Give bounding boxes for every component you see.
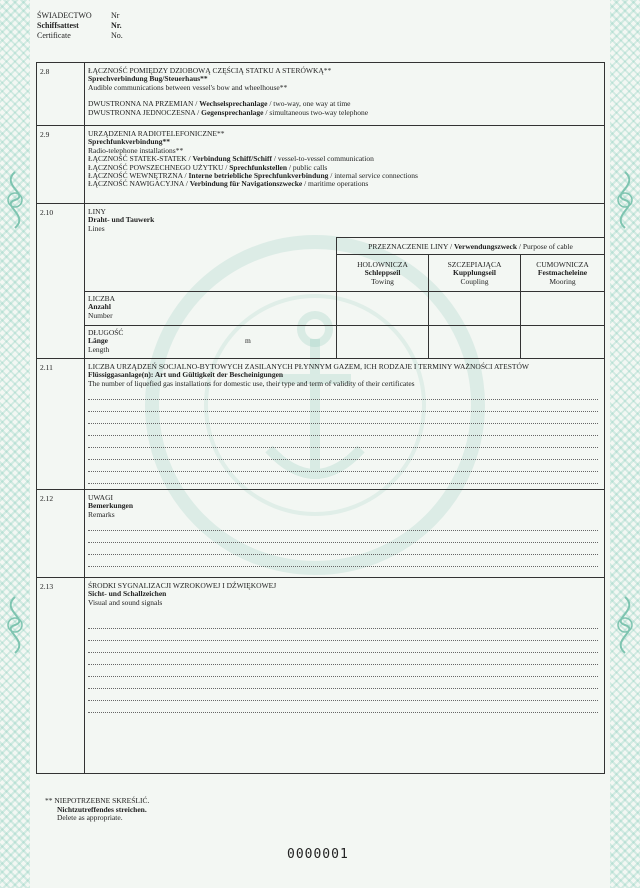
- count-coupling-cell[interactable]: [428, 291, 520, 325]
- section-title-de: Flüssiggasanlage(n): Art und Gültigkeit der Bescheinigungen: [88, 370, 284, 380]
- length-towing-cell[interactable]: [336, 325, 428, 358]
- fill-line[interactable]: [88, 412, 598, 424]
- fill-line[interactable]: [88, 460, 598, 472]
- section-title-de: Sicht- und Schallzeichen: [88, 589, 167, 599]
- fill-line[interactable]: [88, 543, 598, 555]
- section-2-9: [37, 126, 604, 204]
- section-2-12: [37, 490, 604, 578]
- section-number: 2.8: [40, 67, 50, 76]
- fill-line[interactable]: [88, 519, 598, 531]
- knot-ornament-icon: [0, 170, 30, 230]
- option-vessel-to-vessel[interactable]: ŁĄCZNOŚĆ STATEK-STATEK / Verbindung Schiff/Schiff / vessel-to-vessel communication: [88, 154, 374, 164]
- section-title-en: Radio-telephone installations**: [88, 145, 184, 155]
- section-2-11: [37, 359, 604, 490]
- section-title-en: Visual and sound signals: [88, 597, 163, 607]
- section-title: ŁĄCZNOŚĆ POMIĘDZY DZIOBOWĄ CZĘŚCIĄ STATKU A STERÓWKĄ**: [88, 66, 332, 75]
- footnote-de: Nichtzutreffendes streichen.: [57, 804, 147, 814]
- footnote-pl: ** NIEPOTRZEBNE SKREŚLIĆ.: [45, 796, 150, 805]
- section-title-de: Draht- und Tauwerk: [88, 215, 155, 225]
- length-coupling-cell[interactable]: [428, 325, 520, 358]
- fill-line[interactable]: [88, 436, 598, 448]
- guilloche-border-left: [0, 0, 30, 888]
- cable-col-mooring: CUMOWNICZA Festmacheleine Mooring: [520, 255, 604, 291]
- fill-line[interactable]: [88, 448, 598, 460]
- fill-line[interactable]: [88, 424, 598, 436]
- certificate-header: [37, 11, 123, 41]
- fill-line[interactable]: [88, 388, 598, 400]
- section-number: 2.9: [40, 130, 50, 139]
- fill-line[interactable]: [88, 617, 598, 629]
- section-title-en: Audible communications between vessel's bow and wheelhouse**: [88, 82, 288, 92]
- section-title-en: Lines: [88, 223, 105, 233]
- count-mooring-cell[interactable]: [520, 291, 604, 325]
- section-number: 2.10: [40, 208, 54, 217]
- option-two-way-simultaneous[interactable]: DWUSTRONNA JEDNOCZESNA / Gegensprechanlage / simultaneous two-way telephone: [88, 107, 369, 117]
- fill-line[interactable]: [88, 665, 598, 677]
- fill-line[interactable]: [88, 641, 598, 653]
- cable-purpose-header: PRZEZNACZENIE LINY / Verwendungszweck / Purpose of cable: [336, 237, 604, 255]
- header-value: Nr: [111, 11, 120, 20]
- section-2-13: [37, 578, 604, 773]
- header-value: No.: [111, 31, 123, 40]
- fill-line[interactable]: [88, 701, 598, 713]
- serial-number: 0000001: [287, 847, 349, 862]
- fill-line[interactable]: [88, 472, 598, 484]
- section-2-10: [37, 204, 604, 359]
- form-frame: [36, 62, 605, 774]
- cable-col-towing: HOLOWNICZA Schleppseil Towing: [336, 255, 428, 291]
- knot-ornament-icon: [610, 595, 640, 655]
- header-label: Certificate: [37, 31, 71, 40]
- option-internal-service[interactable]: ŁĄCZNOŚĆ WEWNĘTRZNA / Interne betriebliche Sprechfunkverbindung / internal service connections: [88, 171, 418, 181]
- section-title: UWAGI: [88, 493, 113, 502]
- cable-col-coupling: SZCZEPIAJĄCA Kupplungseil Coupling: [428, 255, 520, 291]
- fill-line[interactable]: [88, 531, 598, 543]
- length-unit: m: [245, 336, 251, 346]
- option-two-way-alternate[interactable]: DWUSTRONNA NA PRZEMIAN / Wechselsprechanlage / two-way, one way at time: [88, 99, 351, 109]
- section-title-en: Remarks: [88, 509, 115, 519]
- section-title: LICZBA URZĄDZEŃ SOCJALNO-BYTOWYCH ZASILANYCH PŁYNNYM GAZEM, ICH RODZAJE I TERMINY WAŻNOŚCI ATESTÓW: [88, 362, 529, 371]
- count-row-label: LICZBA Anzahl Number: [88, 294, 116, 320]
- section-number: 2.13: [40, 582, 54, 591]
- section-title-de: Sprechfunkverbindung**: [88, 137, 170, 147]
- section-title: URZĄDZENIA RADIOTELEFONICZNE**: [88, 129, 225, 138]
- header-value: Nr.: [111, 21, 122, 30]
- knot-ornament-icon: [0, 595, 30, 655]
- section-title: ŚRODKI SYGNALIZACJI WZROKOWEJ I DŹWIĘKOWEJ: [88, 581, 277, 590]
- header-label: ŚWIADECTWO: [37, 11, 92, 20]
- header-label: Schiffsattest: [37, 21, 79, 30]
- fill-line[interactable]: [88, 677, 598, 689]
- fill-line[interactable]: [88, 653, 598, 665]
- length-mooring-cell[interactable]: [520, 325, 604, 358]
- knot-ornament-icon: [610, 170, 640, 230]
- fill-line[interactable]: [88, 555, 598, 567]
- section-number: 2.11: [40, 363, 53, 372]
- section-number: 2.12: [40, 494, 54, 503]
- fill-line[interactable]: [88, 400, 598, 412]
- option-public-calls[interactable]: ŁĄCZNOŚĆ POWSZECHNEGO UŻYTKU / Sprechfunkstellen / public calls: [88, 162, 328, 172]
- fill-line[interactable]: [88, 689, 598, 701]
- length-row-label: DŁUGOŚĆ Länge m Length: [88, 328, 251, 354]
- section-title-en: The number of liquefied gas installations for domestic use, their type and term of validity of their certificates: [88, 378, 415, 388]
- section-title-de: Bemerkungen: [88, 501, 133, 511]
- footnote-en: Delete as appropriate.: [57, 813, 123, 823]
- section-2-8: [37, 63, 604, 126]
- count-towing-cell[interactable]: [336, 291, 428, 325]
- section-title-de: Sprechverbindung Bug/Steuerhaus**: [88, 74, 208, 84]
- fill-line[interactable]: [88, 629, 598, 641]
- guilloche-border-right: [610, 0, 640, 888]
- section-title: LINY: [88, 207, 106, 216]
- option-maritime-operations[interactable]: ŁĄCZNOŚĆ NAWIGACYJNA / Verbindung für Navigationszwecke / maritime operations: [88, 179, 369, 189]
- footnote: [45, 797, 149, 823]
